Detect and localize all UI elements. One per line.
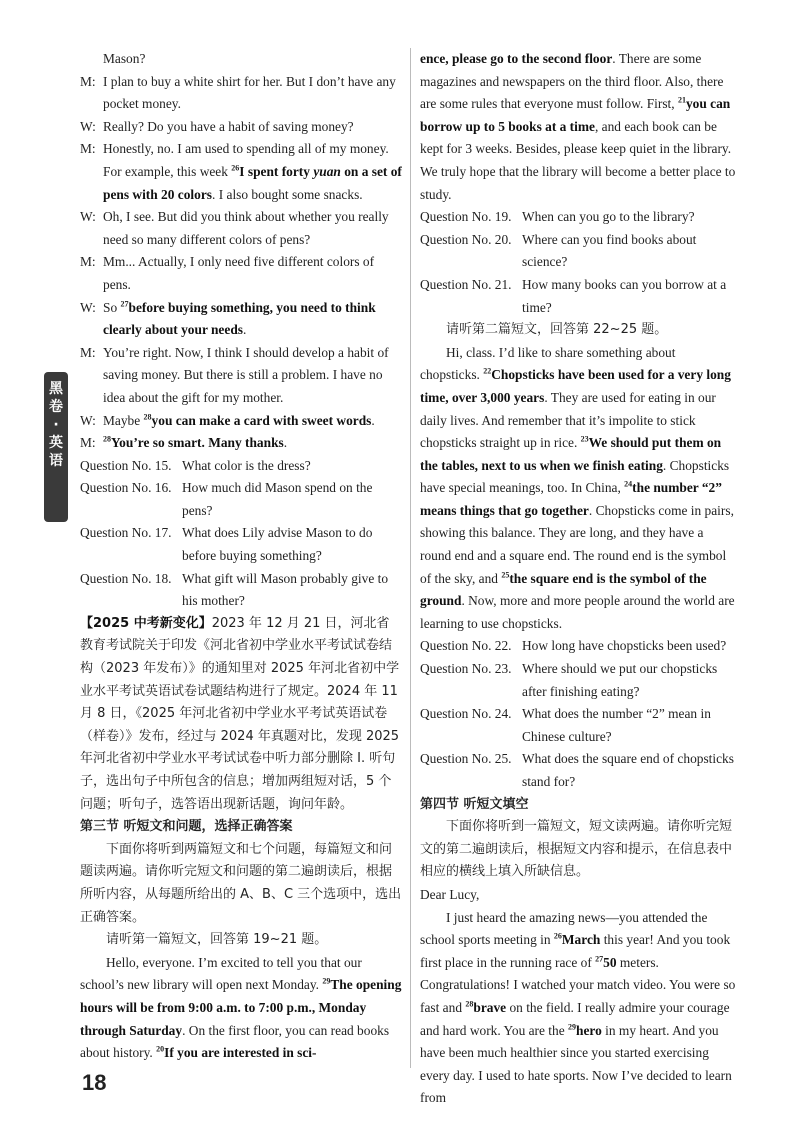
question-text: What does the square end of chopsticks stand for? (522, 751, 734, 789)
question-text: How long have chopsticks been used? (522, 638, 727, 654)
dialogue-line (80, 116, 402, 139)
answer-number: 23 (580, 434, 589, 444)
speaker-label: W: (80, 209, 96, 225)
dialogue-text (103, 432, 402, 455)
answer-highlight: The opening hours will be from 9:00 a.m. to 7:00 p.m., Monday through Saturday (80, 977, 402, 1038)
text-run: . There are some magazines and newspapers on the third floor. Also, there are some rules that everyone must follow. First, (420, 51, 724, 112)
question-number: Question No. 23. (420, 661, 512, 677)
answer-highlight: you can make a card with sweet words (151, 412, 372, 428)
dialogue-line (80, 138, 402, 206)
question-item (80, 522, 402, 567)
answer-number: 26 (553, 931, 562, 941)
question-number: Question No. 17. (80, 525, 172, 541)
answer-number: 21 (677, 95, 686, 105)
text-run: , and each book can be kept for 3 weeks. Besides, please keep quiet in the library. We truly hope that the library will become a better place to study. (420, 118, 736, 202)
speaker-label: M: (80, 254, 96, 270)
section-4-instructions: 下面你将听到一篇短文，短文读两遍。请你听完短文的第二遍朗读后，根据短文内容和提示，在信息表中相应的横线上填入所缺信息。 (420, 819, 733, 880)
question-text: When can you go to the library? (522, 209, 695, 225)
dialogue-text: Mm... Actually, I only need five different colors of pens. (103, 254, 375, 292)
question-text: How many books can you borrow at a time? (522, 276, 727, 315)
question-item (420, 274, 738, 319)
exam-change-note (80, 613, 402, 816)
answer-number: 24 (624, 479, 633, 489)
answer-highlight: Chopsticks have been used for a very long time, over 3,000 years (420, 367, 731, 405)
dialogue-line (80, 297, 402, 342)
passage-2-text (420, 342, 738, 636)
dialogue-line (80, 410, 402, 433)
column-divider (410, 48, 411, 1068)
question-number: Question No. 15. (80, 457, 172, 473)
dialogue-line: Mason? (103, 51, 146, 66)
speaker-label: W: (80, 118, 96, 134)
answer-number: 20 (156, 1044, 165, 1054)
question-text: Where can you find books about science? (522, 231, 697, 270)
dialogue-line (80, 432, 402, 455)
text-run: Hello, everyone. I’m excited to tell you that our school’s new library will open next Monday. (80, 954, 362, 993)
speaker-label: M: (80, 141, 96, 157)
answer-number: 29 (568, 1022, 577, 1032)
question-text: How much did Mason spend on the pens? (182, 480, 373, 518)
answer-highlight-italic: yuan (313, 163, 341, 179)
question-number: Question No. 16. (80, 480, 172, 496)
answer-highlight: You’re so smart. Many thanks (111, 435, 284, 451)
text-run: . (283, 435, 288, 451)
question-text: Where should we put our chopsticks after finishing eating? (522, 661, 718, 699)
dialogue-line (80, 206, 402, 251)
text-run: Honestly, no. I am used to spending all of my money. For example, this week (103, 141, 389, 179)
answer-highlight: March (561, 932, 601, 948)
question-number: Question No. 24. (420, 706, 512, 722)
text-run: this year! And you took first place in the running race of (420, 932, 731, 970)
dialogue-text: Really? Do you have a habit of saving money? (103, 118, 354, 134)
speaker-label: M: (80, 435, 96, 451)
answer-highlight: If you are interested in sci- (164, 1045, 317, 1061)
question-text: What color is the dress? (182, 457, 311, 473)
dialogue-text (103, 138, 402, 206)
answer-number: 26 (231, 163, 240, 173)
text-run: . They are used for eating in our daily lives. And remember that it’s impolite to stick chopsticks straight up in rice. (420, 389, 716, 451)
dialogue-line (80, 71, 402, 116)
text-run: . (371, 412, 375, 428)
text-run: . I also bought some snacks. (212, 186, 363, 202)
text-run: in my heart. And you have been much healthier since you started exercising every day. I used to hate sports. Now I’ve decided to learn from (420, 1022, 732, 1106)
answer-highlight: 50 (603, 954, 617, 970)
passage-1-continued (420, 48, 738, 206)
dialogue-line (80, 342, 402, 410)
question-item (80, 455, 402, 478)
speaker-label: W: (80, 412, 96, 428)
text-run: meters. Congratulations! I watched your match video. You were so fast and (420, 954, 736, 1015)
text-run: Hi, class. I’d like to share something about chopsticks. (420, 344, 676, 383)
text-run: . Chopsticks have special meanings, too. In China, (420, 457, 730, 496)
side-tab-char: 英 (49, 435, 63, 451)
side-tab-char: 语 (49, 453, 63, 469)
answer-highlight: the square end is the symbol of the ground (420, 570, 707, 609)
right-column (420, 48, 738, 1110)
answer-highlight: on a set of pens with 20 colors (103, 163, 402, 202)
answer-number: 27 (120, 299, 129, 309)
section-3-instructions: 下面你将听到两篇短文和七个问题，每篇短文和问题读两遍。请你听完短文和问题的第二遍朗读后，根据所听内容，从每题所给出的 A、B、C 三个选项中，选出正确答案。 (80, 841, 402, 925)
question-item (420, 658, 738, 703)
question-number: Question No. 19. (420, 209, 512, 225)
question-text: What does Lily advise Mason to do before buying something? (182, 525, 373, 564)
question-number: Question No. 20. (420, 231, 512, 247)
text-run: So (103, 299, 121, 315)
answer-highlight: brave (473, 999, 507, 1015)
question-number: Question No. 22. (420, 638, 512, 654)
page-number: 18 (82, 1070, 107, 1095)
answer-number: 25 (501, 570, 510, 580)
text-run: on the field. I really admire your courage and hard work. You are the (420, 999, 730, 1038)
left-column (80, 48, 402, 1065)
question-item (420, 635, 738, 658)
note-title: 【2025 中考新变化】 (80, 615, 212, 631)
side-tab-label (44, 372, 68, 522)
question-item (420, 229, 738, 274)
dialogue-text (103, 410, 402, 433)
answer-number: 28 (465, 999, 474, 1009)
dialogue-text: You’re right. Now, I think I should develop a habit of saving money. But there is still a problem. I have no idea about the gift for my mother. (103, 344, 389, 405)
passage-2-label: 请听第二篇短文，回答第 22~25 题。 (446, 322, 668, 338)
note-text: 2023 年 12 月 21 日，河北省教育考试院关于印发《河北省初中学业水平考试试卷结构（2023 年发布）》的通知里对 2025 年河北省初中学业水平考试英语试卷试题结构进行了规定。2024 年 11 月 8 日，《2025 年河北省初中学业水平考试英语试卷（样卷）》发布，经过与 2024 年真题对比，发现 2025 年河北省初中学业水平考试试卷中听力部分删除 I. 听句子，选出句子中所包含的信息；增加两组短对话，5 个问题；听句子，选答语出现新话题，询问年龄。 (80, 615, 400, 812)
question-item (420, 748, 738, 793)
passage-1-text (80, 952, 402, 1065)
question-number: Question No. 21. (420, 276, 512, 292)
question-text: What gift will Mason probably give to his mother? (182, 570, 389, 609)
question-number: Question No. 25. (420, 751, 512, 767)
text-run: . Chopsticks come in pairs, showing this balance. They are long, and they have a round end and a square end. The round end is the symbol of the sky, and (420, 502, 734, 586)
answer-highlight: the number “2” means things that go together (420, 480, 722, 518)
text-run: . Now, more and more people around the world are learning to use chopsticks. (420, 593, 735, 631)
text-run: Maybe (103, 412, 144, 428)
answer-number: 27 (595, 954, 604, 964)
passage-1-label: 请听第一篇短文，回答第 19~21 题。 (106, 932, 328, 948)
section-4-title: 第四节 听短文填空 (420, 796, 529, 812)
letter-body (420, 907, 738, 1110)
answer-highlight: you can borrow up to 5 books at a time (420, 96, 731, 134)
answer-highlight: hero (576, 1022, 602, 1038)
answer-number: 28 (143, 412, 152, 422)
text-run: . (242, 322, 247, 338)
side-tab-char: 卷 (49, 399, 63, 415)
side-tab-char: · (53, 417, 59, 433)
answer-highlight: ence, please go to the second floor (420, 51, 613, 66)
question-text: What does the number “2” mean in Chinese culture? (522, 706, 711, 744)
section-3-title: 第三节 听短文和问题，选择正确答案 (80, 819, 293, 835)
answer-number: 22 (483, 366, 492, 376)
speaker-label: W: (80, 299, 96, 315)
question-item (420, 206, 738, 229)
dialogue-line (80, 251, 402, 296)
question-item (80, 568, 402, 613)
answer-number: 29 (322, 976, 331, 986)
answer-highlight: before buying something, you need to think clearly about your needs (103, 299, 376, 338)
speaker-label: M: (80, 73, 96, 89)
question-item (80, 477, 402, 522)
text-run: I just heard the amazing news—you attended the school sports meeting in (420, 909, 708, 948)
answer-number: 28 (103, 434, 111, 444)
question-number: Question No. 18. (80, 570, 172, 586)
dialogue-text (103, 297, 402, 342)
letter-greeting: Dear Lucy, (420, 886, 480, 902)
speaker-label: M: (80, 344, 96, 360)
answer-highlight: I spent forty (239, 163, 314, 179)
text-run: . On the first floor, you can read books about history. (80, 1022, 390, 1061)
question-item (420, 703, 738, 748)
dialogue-text: Oh, I see. But did you think about whether you really need so many different colors of pens? (103, 209, 389, 247)
dialogue-text: I plan to buy a white shirt for her. But I don’t have any pocket money. (103, 73, 396, 112)
side-tab-char: 黑 (49, 381, 63, 397)
answer-highlight: We should put them on the tables, next to us when we finish eating (420, 435, 722, 473)
